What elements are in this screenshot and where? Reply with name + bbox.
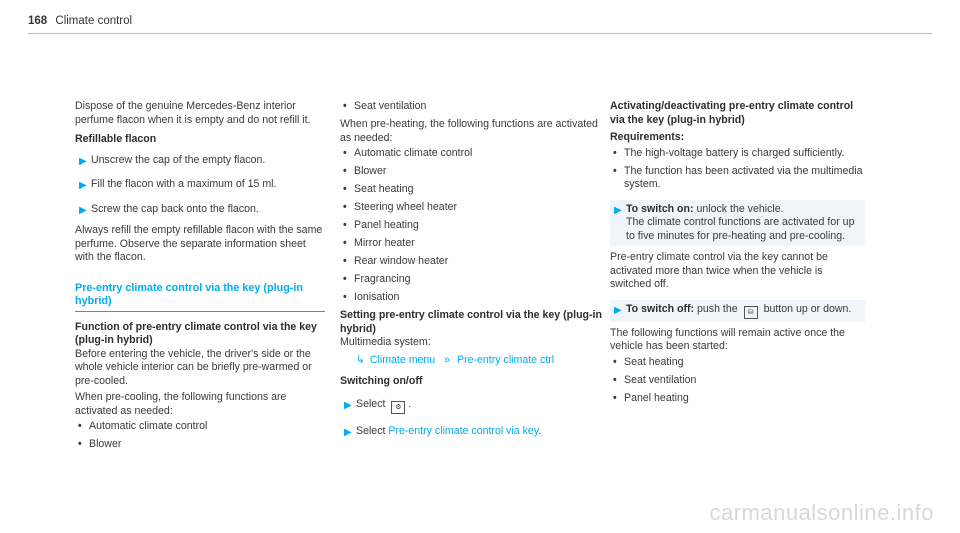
preheat-list [340,147,602,305]
column-1 [75,100,325,456]
list-item: • Panel heating [343,219,419,231]
remain-list [610,356,865,406]
multimedia-label: Multimedia system: [340,336,431,348]
requirements-label: Requirements: [610,131,685,143]
step-arrow-icon: ▶ [344,399,352,411]
activation-heading: Activating/deactivating pre-entry climate control via the key (plug-in hybrid) [610,100,854,126]
list-item: • Mirror heater [343,237,415,249]
step-arrow-icon: ▶ [79,204,87,216]
step-arrow-icon: ▶ [614,304,622,316]
refillable-heading: Refillable flacon [75,133,157,145]
switch-on-detail: The climate control functions are activated for up to five minutes for pre-heating and pre-cooling. [626,216,855,242]
list-item: • Panel heating [613,391,689,404]
precool-text: When pre-cooling, the following functions are activated as needed: [75,391,287,417]
setting-heading: Setting pre-entry climate control via the key (plug-in hybrid) [340,309,602,335]
menu-arrow-icon: ↳ [356,353,365,366]
switch-on-step: ▶ To switch on: unlock the vehicle. The climate control functions are activated for up to five minutes for pre-heating and pre-cooling. [610,200,865,247]
list-item: • Fragrancing [343,273,411,285]
list-item: • The high-voltage battery is charged sufficiently. [613,146,845,159]
step-arrow-icon: ▶ [79,155,87,167]
list-item: • Automatic climate control [343,147,473,159]
header-rule [28,33,932,34]
gear-icon: ⚙ [391,401,405,414]
fan-button-icon: ⛁ [744,306,758,319]
menu-path [340,354,602,368]
header-line [28,15,132,27]
switch-off-step: ▶ To switch off: push the ⛁ button up or down. [610,300,865,322]
twice-note: Pre-entry climate control via the key cannot be activated more than twice when the vehicle is switched off. [610,251,828,290]
select-step-1: ▶ Select ⚙ . [340,395,602,417]
refill-note: Always refill the empty refillable flacon with the same perfume. Observe the separate information sheet with the flacon. [75,224,323,263]
menu-preentry: Pre-entry climate ctrl [457,353,555,366]
list-item: • Blower [343,165,387,177]
remain-text: The following functions will remain active once the vehicle has been started: [610,326,845,352]
list-item: • Automatic climate control [78,420,208,432]
list-item: • Seat ventilation [343,100,427,112]
precool-list-cont [340,100,602,114]
list-item: • The function has been activated via the multimedia system. [613,164,863,190]
step-2: ▶ Fill the flacon with a maximum of 15 ml. [79,178,277,191]
menu-climate: Climate menu [369,353,436,366]
column-3 [610,100,865,410]
switch-heading: Switching on/off [340,375,423,387]
step-arrow-icon: ▶ [614,204,622,216]
list-item: • Blower [78,438,122,450]
page-number: 168 [28,15,48,27]
step-arrow-icon: ▶ [79,180,87,191]
column-2 [340,100,602,446]
section-heading: Pre-entry climate control via the key (plug-in hybrid) [75,281,303,307]
precool-list [75,420,325,452]
select-step-2: ▶ Select Pre-entry climate control via key. [344,424,542,438]
list-item: • Seat heating [613,355,684,368]
function-heading: Function of pre-entry climate control via the key (plug-in hybrid) [75,320,317,346]
list-item: • Ionisation [343,291,400,303]
section-title: Climate control [55,15,133,27]
double-chevron-icon: » [444,353,451,366]
step-arrow-icon: ▶ [344,426,352,438]
preheat-text: When pre-heating, the following functions are activated as needed: [340,118,598,144]
intro-text: Dispose of the genuine Mercedes-Benz interior perfume flacon when it is empty and do not refill it. [75,100,311,126]
list-item: • Steering wheel heater [343,201,458,213]
step-3: ▶ Screw the cap back onto the flacon. [79,202,259,216]
list-item: • Seat heating [343,183,414,195]
list-item: • Rear window heater [343,255,449,267]
function-text: Before entering the vehicle, the driver's side or the whole vehicle interior can be briefly pre-warmed or pre-cooled. [75,347,312,387]
step-1: ▶ Unscrew the cap of the empty flacon. [79,153,266,167]
section-rule [75,311,325,312]
preentry-key-link: Pre-entry climate control via key [388,424,539,437]
watermark: carmanualsonline.info [709,500,934,525]
list-item: • Seat ventilation [613,373,697,386]
requirements-list [610,147,865,192]
